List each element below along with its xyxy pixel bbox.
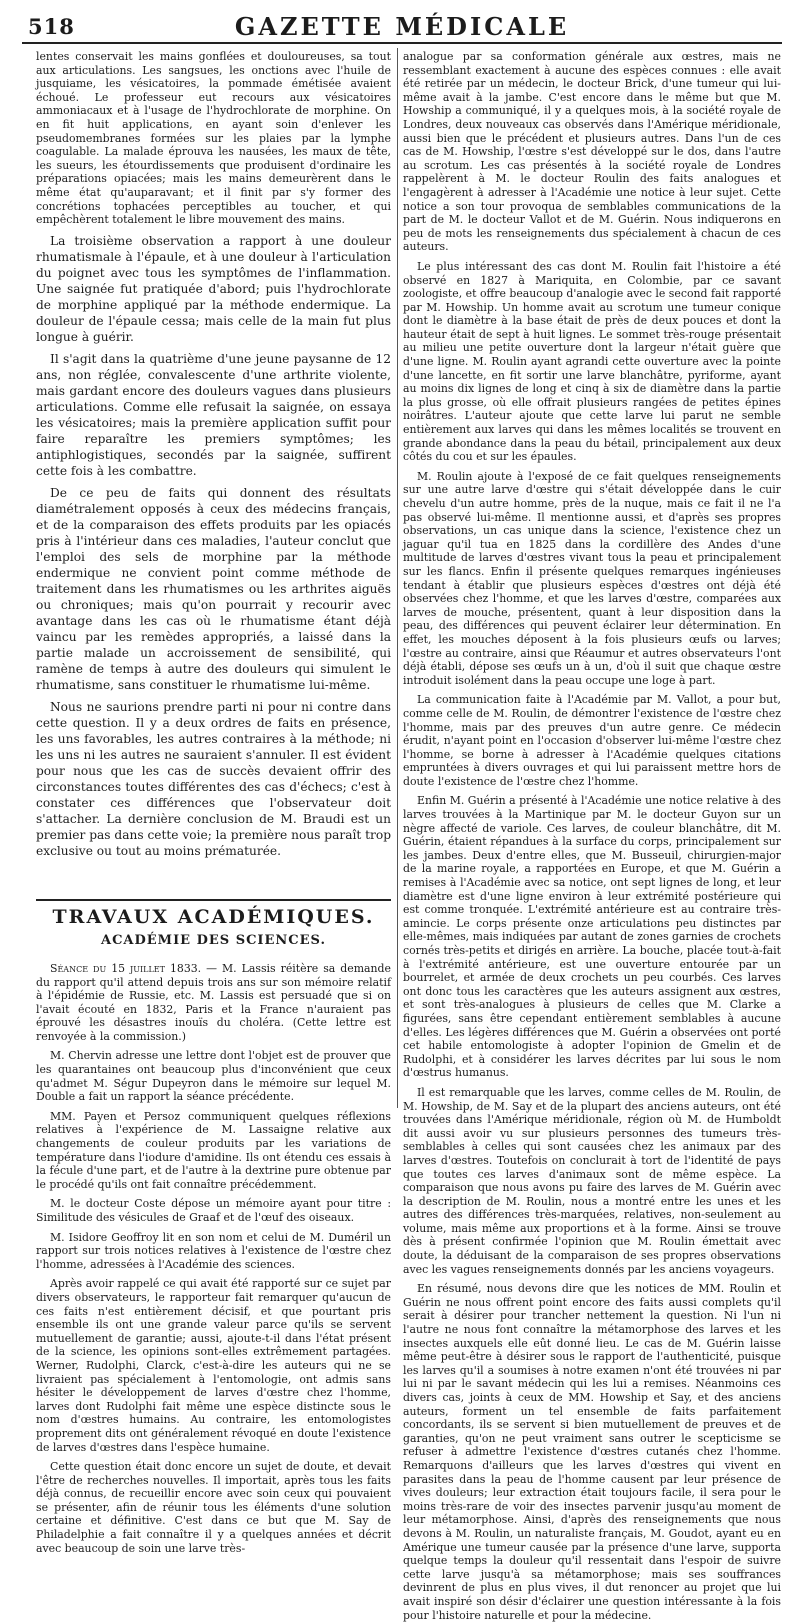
section-title: TRAVAUX ACADÉMIQUES. bbox=[36, 899, 391, 925]
paragraph: MM. Payen et Persoz communiquent quelques réflexions relatives à l'expérience de M. Lassaigne relative aux changements de couleur produits par les variations de température dans l'iodure d'amidine. Ils ont étendu ces essais à la fécule d'une part, et de l'autre à la dextrine pure obtenue par le procédé qu'ils ont fait connaître précédemment. bbox=[36, 1109, 391, 1191]
paragraph: M. Roulin ajoute à l'exposé de ce fait quelques renseignements sur une autre larve d'œstre qui s'était développée dans le cuir chevelu d'un autre homme, près de la nuque, mais ce fait il ne l'a pas observé lui-même. Il mentionne aussi, et d'après ses propres observations, un cas unique dans la science, l'existence chez un jaguar qu'il tua en 1825 dans la cordillère des Andes d'une multitude de larves d'œstres vivant tous la peau et principalement sur les flancs. Enfin il présente quelques remarques ingénieuses tendant à établir que plusieurs espèces d'œstres ont déjà été observées chez l'homme, et que les larves d'œstre, comparées aux larves de mouche, présentent, quant à leur disposition dans la peau, des différences qui peuvent éclairer leur détermination. En effet, les mouches déposent à la fois plusieurs œufs ou larves; l'œstre au contraire, ainsi que Réaumur et autres observateurs l'ont déjà établi, dépose ses œufs un à un, d'où il suit que chaque œstre introduit isolément dans la peau occupe une loge à part. bbox=[403, 469, 781, 687]
paragraph: Cette question était donc encore un sujet de doute, et devait l'être de recherches nouvelles. Il importait, après tous les faits déjà connus, de recueillir encore avec soin ceux qui pouvaient se présenter, afin de réunir tous les éléments d'une solution certaine et définitive. C'est dans ce but que M. Say de Philadelphie a fait connaître il y a quelques années et décrit avec beaucoup de soin une larve très- bbox=[36, 1460, 391, 1555]
paragraph: Nous ne saurions prendre parti ni pour ni contre dans cette question. Il y a deux ordres de faits en présence, les uns favorables, les autres contraires à la méthode; ni les uns ni les autres ne sauraient s'annuler. Il est évident pour nous que les cas de succès devaient offrir des circonstances toutes différentes des cas d'échecs; c'est à constater ces différences que l'observateur doit s'attacher. La dernière conclusion de M. Braudi est un premier pas dans cette voie; la première nous paraît trop exclusive ou tout au moins prématurée. bbox=[36, 699, 391, 858]
paragraph: analogue par sa conformation générale aux œstres, mais ne ressemblant exactement à aucune des espèces connues : elle avait été retirée par un médecin, le docteur Brick, d'une tumeur qui lui-même avait à la jambe. C'est encore dans le même but que M. Howship a communiqué, il y a quelques mois, à la société royale de Londres, deux nouveaux cas observés dans l'Amérique méridionale, aussi bien que le précédent et plusieurs autres. Dans l'un de ces cas de M. Howship, l'œstre s'est développé sur le dos, dans l'autre au scrotum. Les cas présentés à la société royale de Londres rappelèrent à M. le docteur Roulin des faits analogues et l'engagèrent à adresser à l'Académie une notice à leur sujet. Cette notice a son tour provoqua de semblables communications de la part de M. le docteur Vallot et de M. Guérin. Nous indiquerons en peu de mots les renseignements dus spécialement à chacun de ces auteurs. bbox=[403, 50, 781, 254]
right-column bbox=[403, 50, 782, 1622]
paragraph-text: — M. Lassis réitère sa demande du rapport qu'il attend depuis trois ans sur son mémoire relatif à l'épidémie de Russie, etc. M. Lassis est persuadé que si on l'avait écouté en 1832, Paris et la France n'auraient pas éprouvé les désastres inouïs du choléra. (Cette lettre est renvoyée à la commission.) bbox=[36, 961, 391, 1043]
journal-title: GAZETTE MÉDICALE bbox=[234, 12, 570, 41]
paragraph: lentes conservait les mains gonflées et douloureuses, sa tout aux articulations. Les sangsues, les onctions avec l'huile de jusquiame, les vésicatoires, la pommade émétisée avaient échoué. Le professeur eut recours aux vésicatoires ammoniacaux et à l'usage de l'hydrochlorate de morphine. On en fit huit applications, en ayant soin d'enlever les pseudomembranes formées sur les plaies par la lymphe coagulable. La malade éprouva les nausées, les maux de tête, les sueurs, les étourdissements que produisent d'ordinaire les préparations opiacées; mais les mains demeurèrent dans le même état qu'auparavant; et il finit par s'y former des concrétions tophacées perceptibles au toucher, et qui empêchèrent totalement le libre mouvement des mains. bbox=[36, 50, 391, 227]
paragraph: Après avoir rappelé ce qui avait été rapporté sur ce sujet par divers observateurs, le rapporteur fait remarquer qu'aucun de ces faits n'est entièrement décisif, et que pourtant pris ensemble ils ont une grande valeur parce qu'ils se servent mutuellement de garantie; aussi, ajoute-t-il dans l'état présent de la science, les opinions sont-elles extrêmement partagées. Werner, Rudolphi, Clarck, c'est-à-dire les auteurs qui ne se livraient pas spécialement à l'entomologie, ont admis sans hésiter le développement de larves d'œstre chez l'homme, larves dont Rudolphi fait même une espèce distincte sous le nom d'œstres humains. Au contraire, les entomologistes proprement dits ont généralement révoqué en doute l'existence de larves d'œstres dans l'espèce humaine. bbox=[36, 1277, 391, 1454]
paragraph: M. Isidore Geoffroy lit en son nom et celui de M. Duméril un rapport sur trois notices relatives à l'existence de l'œstre chez l'homme, adressées à l'Académie des sciences. bbox=[36, 1230, 391, 1271]
paragraph: M. Chervin adresse une lettre dont l'objet est de prouver que les quarantaines ont beaucoup plus d'inconvénient que ceux qu'admet M. Ségur Dupeyron dans le mémoire sur lequel M. Double a fait un rapport la séance précédente. bbox=[36, 1049, 391, 1104]
paragraph bbox=[36, 962, 391, 1044]
paragraph: La troisième observation a rapport à une douleur rhumatismale à l'épaule, et à une douleur à l'articulation du poignet avec tous les symptômes de l'inflammation. Une saignée fut pratiquée d'abord; puis l'hydrochlorate de morphine appliqué par la méthode endermique. La douleur de l'épaule cessa; mais celle de la main fut plus longue à guérir. bbox=[36, 233, 391, 344]
spacer bbox=[36, 865, 391, 899]
left-column bbox=[36, 50, 391, 1555]
paragraph: De ce peu de faits qui donnent des résultats diamétralement opposés à ceux des médecins français, et de la comparaison des effets produits par les opiacés pris à l'intérieur dans ces maladies, l'auteur conclut que l'emploi des sels de morphine par la méthode endermique ne convient point comme méthode de traitement dans les rhumatismes ou les arthrites aiguës ou chroniques; mais qu'on pourrait y recourir avec avantage dans les cas où le rhumatisme étant déjà vaincu par les remèdes appropriés, a laissé dans la partie malade un accroissement de sensibilité, qui ramène de temps à autre des douleurs qui simulent le rhumatisme, sans constituer le rhumatisme lui-même. bbox=[36, 485, 391, 692]
paragraph: M. le docteur Coste dépose un mémoire ayant pour titre : Similitude des vésicules de Graaf et de l'œuf des oiseaux. bbox=[36, 1197, 391, 1224]
page-number: 518 bbox=[28, 14, 75, 39]
paragraph: Enfin M. Guérin a présenté à l'Académie une notice relative à des larves trouvées à la Martinique par M. le docteur Guyon sur un nègre affecté de variole. Ces larves, de couleur blanchâtre, dit M. Guérin, étaient répandues à la surface du corps, principalement sur les jambes. Deux d'entre elles, que M. Busseuil, chirurgien-major de la marine royale, a rapportées en Europe, et que M. Guérin a remises à l'Académie avec sa notice, ont sept lignes de long, et leur diamètre est d'une ligne environ à leur extrémité postérieure qui est comme tronquée. L'extrémité antérieure est au contraire très-amincie. Le corps présente onze articulations peu distinctes par elle-mêmes, mais indiquées par autant de zones garnies de crochets cornés très-petits et dirigés en arrière. La bouche, placée tout-à-fait à l'extrémité antérieure, est une ouverture entourée par un bourrelet, et armée de deux crochets un peu courbés. Ces larves ont donc tous les caractères que les auteurs assignent aux œstres, et sont très-analogues à plusieurs de celles que M. Clarke a figurées, sans être cependant entièrement semblables à aucune d'elles. Les légères différences que M. Guérin a observées ont porté cet habile entomologiste à adopter l'opinion de Gmelin et de Rudolphi, et à considérer les larves décrites par lui sous le nom d'œstrus humanus. bbox=[403, 794, 781, 1080]
paragraph: Il s'agit dans la quatrième d'une jeune paysanne de 12 ans, non réglée, convalescente d'une arthrite violente, mais gardant encore des douleurs vagues dans plusieurs articulations. Comme elle refusait la saignée, on essaya les vésicatoires; mais la première application suffit pour faire reparaître les premiers symptômes; les antiphlogistiques, secondés par la saignée, suffirent cette fois à les combattre. bbox=[36, 351, 391, 478]
paragraph: La communication faite à l'Académie par M. Vallot, a pour but, comme celle de M. Roulin, de démontrer l'existence de l'œstre chez l'homme, mais par des preuves d'un autre genre. Ce médecin érudit, n'ayant point en l'occasion d'observer lui-même l'œstre chez l'homme, se borne à adresser à l'Académie quelques citations empruntées à divers ouvrages et qui lui paraissent mettre hors de doute l'existence de l'œstre chez l'homme. bbox=[403, 693, 781, 788]
seance-date: Séance du 15 juillet 1833. bbox=[50, 961, 202, 975]
paragraph: En résumé, nous devons dire que les notices de MM. Roulin et Guérin ne nous offrent point encore des faits aussi complets qu'il serait à désirer pour trancher nettement la question. Ni l'un ni l'autre ne nous font connaître la métamorphose des larves et les insectes auxquels elle eût donné lieu. Le cas de M. Guérin laisse même peut-être à désirer sous le rapport de l'authenticité, puisque les larves qu'il a soumises à notre examen n'ont été trouvées ni par lui ni par le savant médecin qui les lui a remises. Néanmoins ces divers cas, joints à ceux de MM. Howship et Say, et des anciens auteurs, forment un tel ensemble de faits parfaitement concordants, ils se servent si bien mutuellement de preuves et de garanties, qu'on ne peut vraiment sans outrer le scepticisme se refuser à admettre l'existence d'œstres cutanés chez l'homme. Remarquons d'ailleurs que les larves d'œstres qui vivent en parasites dans la peau de l'homme causent par leur présence de vives douleurs; leur extraction était toujours facile, il sera pour le moins très-rare de voir des insectes parvenir jusqu'au moment de leur métamorphose. Ainsi, d'après des renseignements que nous devons à M. Roulin, un naturaliste français, M. Goudot, ayant eu en Amérique une tumeur causée par la présence d'une larve, supporta quelque temps la douleur qu'il ressentait dans l'espoir de suivre cette larve jusqu'à sa métamorphose; mais ses souffrances devinrent de plus en plus vives, il dut renoncer au projet que lui avait inspiré son désir d'éclairer une question intéressante à la fois pour l'histoire naturelle et pour la médecine. bbox=[403, 1282, 781, 1622]
column-divider bbox=[397, 48, 398, 1108]
section-subtitle: ACADÉMIE DES SCIENCES. bbox=[100, 933, 327, 949]
page-header bbox=[22, 8, 782, 44]
paragraph: Il est remarquable que les larves, comme celles de M. Roulin, de M. Howship, de M. Say et de la plupart des anciens auteurs, ont été trouvées dans l'Amérique méridionale, région où M. de Humboldt dit aussi avoir vu sur plusieurs personnes des tumeurs très-semblables à celles qui sont causées chez les animaux par des larves d'œstres. Toutefois on conclurait à tort de l'identité de pays que toutes ces larves d'animaux sont de même espèce. La comparaison que nous avons pu faire des larves de M. Guérin avec la description de M. Roulin, nous a montré entre les unes et les autres des différences très-marquées, relatives, non-seulement au volume, mais même aux proportions et à la forme. Ainsi se trouve dès à présent confirmée l'opinion que M. Roulin émettait avec doute, la déduisant de la comparaison de ses propres observations avec les vagues renseignements donnés par les anciens voyageurs. bbox=[403, 1085, 781, 1276]
paragraph: Le plus intéressant des cas dont M. Roulin fait l'histoire a été observé en 1827 à Mariquita, en Colombie, par ce savant zoologiste, et offre beaucoup d'analogie avec le second fait rapporté par M. Howship. Un homme avait au scrotum une tumeur conique dont le diamètre à la base était de près de deux pouces et dont la hauteur était de sept à huit lignes. Le sommet très-rouge présentait au milieu une petite ouverture dont la largeur n'était guère que d'une ligne. M. Roulin ayant agrandi cette ouverture avec la pointe d'une lancette, en fit sortir une larve blanchâtre, pyriforme, ayant au moins dix lignes de long et cinq à six de diamètre dans la partie la plus grosse, où elle offrait plusieurs rangées de petites épines noirâtres. L'auteur ajoute que cette larve lui parut ne semble entièrement aux larves qui dans les mêmes localités se trouvent en grande abondance dans la peau du bétail, principalement aux deux côtés du cou et sur les épaules. bbox=[403, 259, 782, 464]
